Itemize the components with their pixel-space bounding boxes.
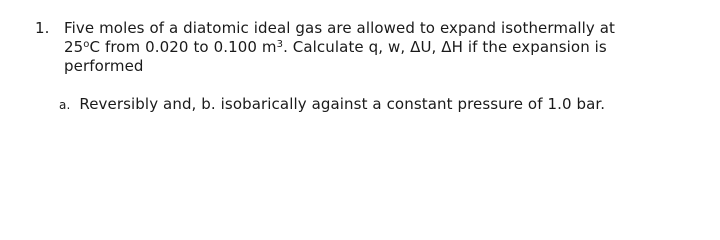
question-item <box>35 19 702 113</box>
degree-superscript: o <box>83 39 90 50</box>
sub-question-text: Reversibly and, b. isobarically against a constant pressure of 1.0 bar. <box>79 95 606 113</box>
temperature-value: 25 <box>64 38 84 56</box>
cubic-superscript: 3 <box>276 39 284 50</box>
sub-question-line <box>59 95 605 115</box>
question-text <box>64 19 702 76</box>
question-line-2 <box>64 38 702 57</box>
volume-range-text: C from 0.020 to 0.100 m <box>89 38 277 56</box>
calculate-text: . Calculate q, w, ΔU, ΔH if the expansion is <box>283 38 607 56</box>
sub-question-marker: a. <box>59 98 71 112</box>
question-line-3: performed <box>64 57 144 75</box>
question-number: 1. <box>35 19 50 37</box>
question-line-1: Five moles of a diatomic ideal gas are allowed to expand isothermally at <box>64 19 616 37</box>
